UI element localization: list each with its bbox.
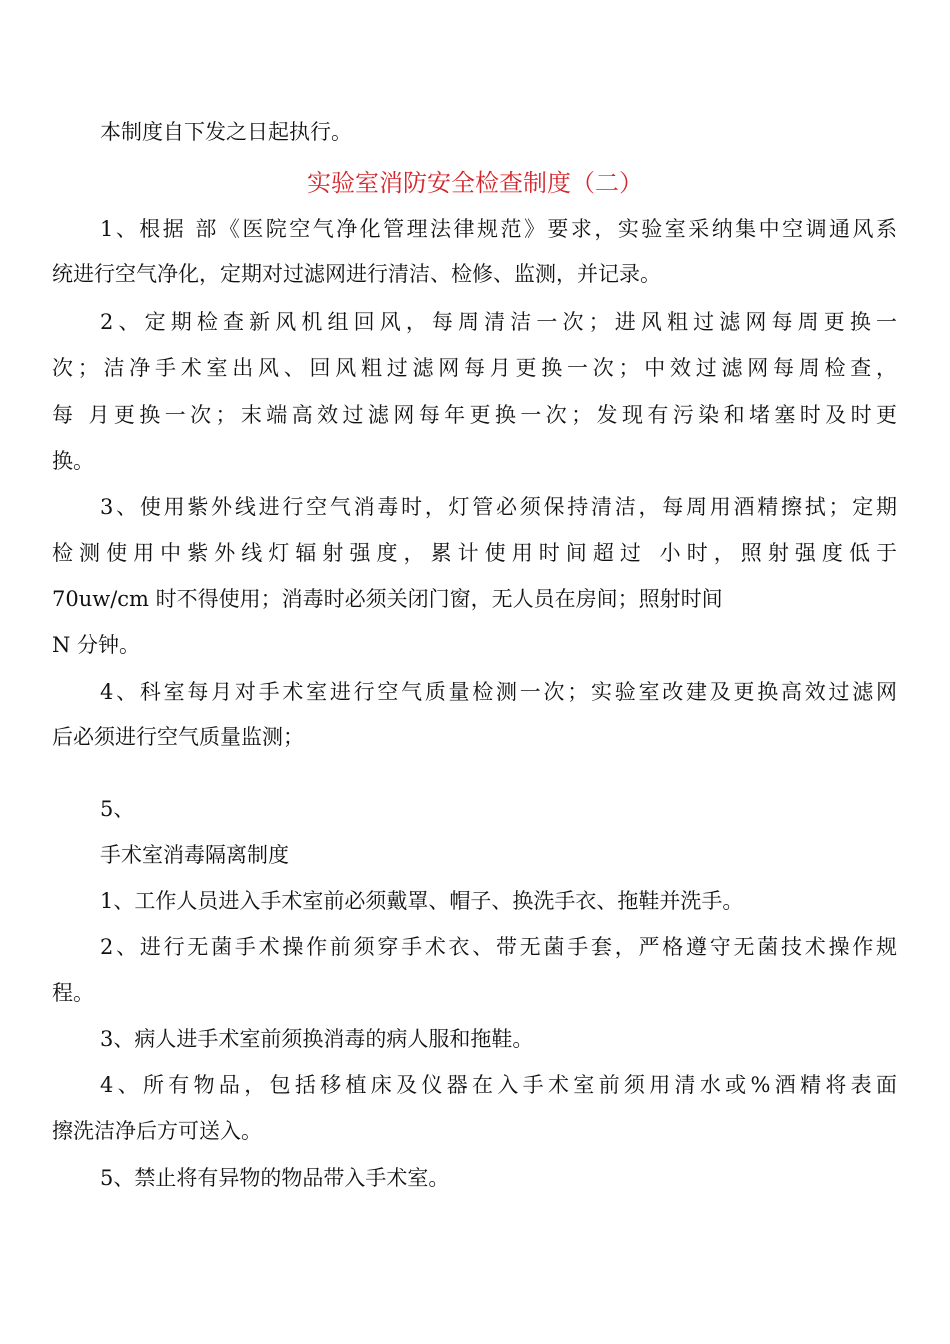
paragraph-3-line-4: N 分钟。 — [52, 633, 141, 657]
paragraph-4-line-1: 4、科室每月对手术室进行空气质量检测一次；实验室改建及更换高效过滤网 — [100, 680, 897, 704]
paragraph-4-line-2: 后必须进行空气质量监测； — [52, 725, 304, 749]
paragraph-3-line-1: 3、使用紫外线进行空气消毒时，灯管必须保持清洁，每周用酒精擦拭；定期 — [100, 495, 897, 519]
section-2-paragraph-2-line-2: 程。 — [52, 981, 94, 1005]
paragraph-1-line-1: 1、根据 部《医院空气净化管理法律规范》要求，实验室采纳集中空调通风系 — [100, 217, 897, 241]
intro-text: 本制度自下发之日起执行。 — [100, 120, 352, 144]
paragraph-2-line-3: 每 月更换一次；末端高效过滤网每年更换一次；发现有污染和堵塞时及时更 — [52, 403, 897, 427]
section-2-paragraph-1: 1、工作人员进入手术室前必须戴罩、帽子、换洗手衣、拖鞋并洗手。 — [100, 889, 744, 913]
paragraph-3-line-2: 检测使用中紫外线灯辐射强度，累计使用时间超过 小时，照射强度低于 — [52, 541, 897, 565]
section-2-paragraph-4-line-2: 擦洗洁净后方可送入。 — [52, 1119, 262, 1143]
section-2-paragraph-3: 3、病人进手术室前须换消毒的病人服和拖鞋。 — [100, 1027, 534, 1051]
section-2-paragraph-4-line-1: 4、所有物品，包括移植床及仪器在入手术室前须用清水或%酒精将表面 — [100, 1073, 897, 1097]
paragraph-3-line-3: 70uw/cm 时不得使用；消毒时必须关闭门窗，无人员在房间；照射时间 — [52, 587, 723, 611]
section-2-heading: 手术室消毒隔离制度 — [100, 843, 289, 867]
paragraph-2-line-1: 2、定期检查新风机组回风，每周清洁一次；进风粗过滤网每周更换一 — [100, 310, 897, 334]
paragraph-1-line-2: 统进行空气净化，定期对过滤网进行清洁、检修、监测，并记录。 — [52, 262, 661, 286]
paragraph-2-line-2: 次；洁净手术室出风、回风粗过滤网每月更换一次；中效过滤网每周检查， — [52, 356, 897, 380]
document-title: 实验室消防安全检查制度（二） — [307, 169, 643, 197]
paragraph-5: 5、 — [100, 797, 135, 821]
section-2-paragraph-2-line-1: 2、进行无菌手术操作前须穿手术衣、带无菌手套，严格遵守无菌技术操作规 — [100, 935, 897, 959]
section-2-paragraph-5: 5、禁止将有异物的物品带入手术室。 — [100, 1166, 450, 1190]
paragraph-2-line-4: 换。 — [52, 449, 94, 473]
